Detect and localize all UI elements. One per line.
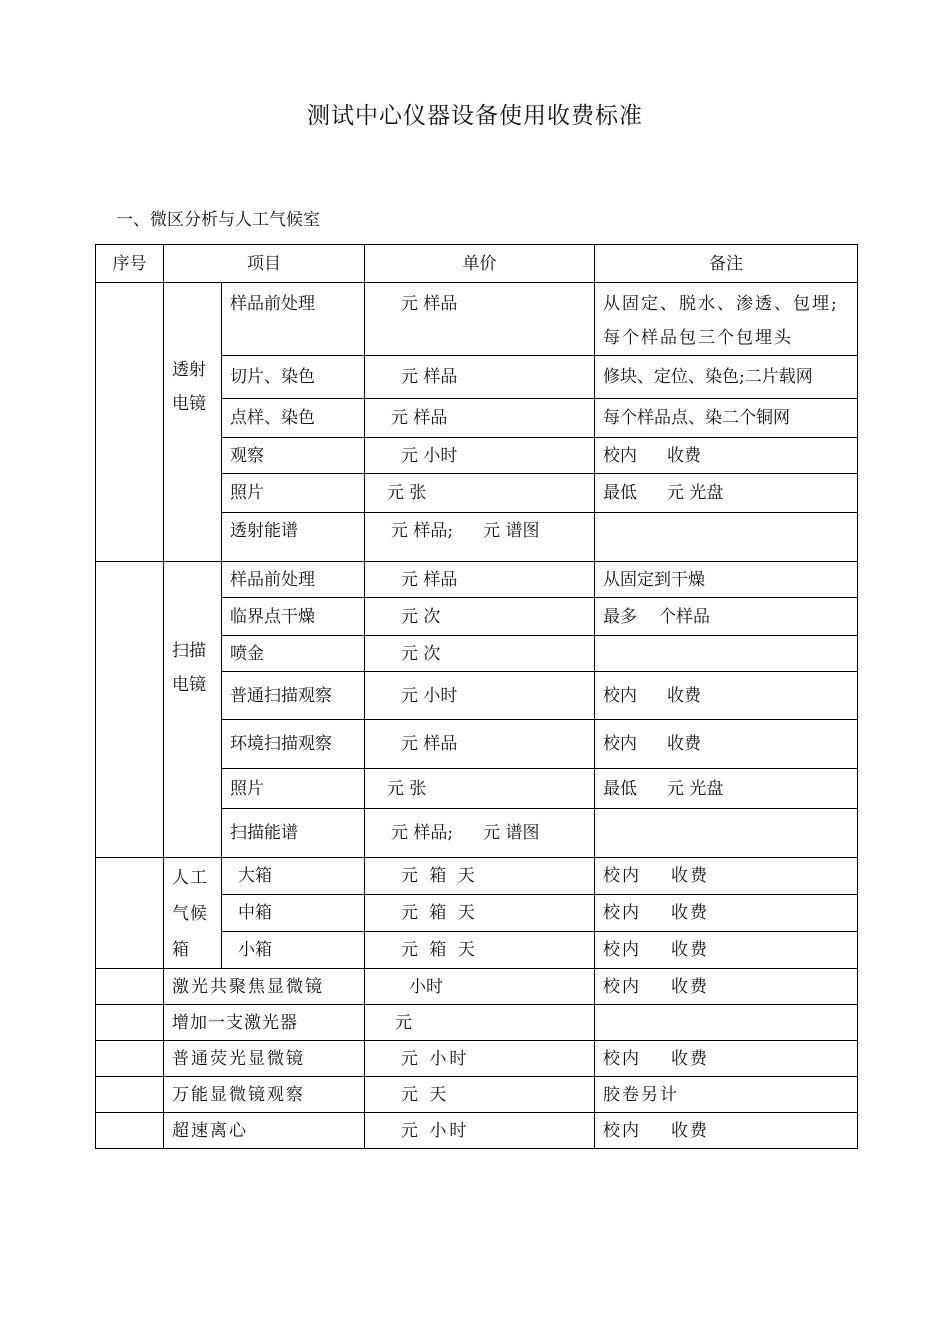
- item-cell: 喷金: [222, 636, 365, 672]
- price-cell: 元 样品; 元 谱图: [365, 513, 595, 562]
- price-cell: 元 样品: [365, 283, 595, 356]
- note-cell: [595, 636, 858, 672]
- row-number-cell: [96, 1113, 164, 1149]
- price-cell: 元 次: [365, 598, 595, 636]
- item-cell: 扫描能谱: [222, 809, 365, 858]
- item-cell: 小箱: [222, 932, 365, 969]
- header-no: 序号: [96, 245, 164, 283]
- table-row: [96, 969, 858, 1005]
- item-cell: 照片: [222, 474, 365, 513]
- row-number-cell: [96, 1077, 164, 1113]
- note-cell: 从固定到干燥: [595, 562, 858, 598]
- note-cell: 校内 收费: [595, 1041, 858, 1077]
- header-item: 项目: [164, 245, 365, 283]
- note-cell: 校内 收费: [595, 672, 858, 720]
- price-cell: 元 样品: [365, 562, 595, 598]
- row-number-cell: [96, 969, 164, 1005]
- item-cell: 中箱: [222, 895, 365, 932]
- price-cell: 元 小时: [365, 672, 595, 720]
- item-cell: 超速离心: [164, 1113, 365, 1149]
- item-cell: 环境扫描观察: [222, 720, 365, 769]
- note-cell: 校内 收费: [595, 932, 858, 969]
- note-cell: 最低 元 光盘: [595, 474, 858, 513]
- price-cell: 元 小时: [365, 1113, 595, 1149]
- note-cell: 校内 收费: [595, 858, 858, 895]
- item-cell: 切片、染色: [222, 356, 365, 399]
- page-title: 测试中心仪器设备使用收费标准: [307, 103, 643, 129]
- row-number-cell: [96, 283, 164, 562]
- note-cell: 最低 元 光盘: [595, 769, 858, 809]
- item-cell: 观察: [222, 438, 365, 474]
- price-cell: 元: [365, 1005, 595, 1041]
- price-cell: 元 箱 天: [365, 895, 595, 932]
- table-row: [96, 1077, 858, 1113]
- row-number-cell: [96, 1005, 164, 1041]
- table-row: [96, 562, 858, 598]
- row-number-cell: [96, 562, 164, 858]
- row-number-cell: [96, 858, 164, 969]
- price-cell: 元 小时: [365, 438, 595, 474]
- table-row: [96, 1041, 858, 1077]
- item-cell: 激光共聚焦显微镜: [164, 969, 365, 1005]
- note-cell: [595, 1005, 858, 1041]
- price-cell: 元 天: [365, 1077, 595, 1113]
- item-cell: 临界点干燥: [222, 598, 365, 636]
- row-number-cell: [96, 1041, 164, 1077]
- price-cell: 元 样品: [365, 399, 595, 438]
- item-cell: 样品前处理: [222, 283, 365, 356]
- item-cell: 增加一支激光器: [164, 1005, 365, 1041]
- price-cell: 元 箱 天: [365, 858, 595, 895]
- note-cell: 校内 收费: [595, 1113, 858, 1149]
- table-row: [96, 1113, 858, 1149]
- note-cell: 修块、定位、染色;二片载网: [595, 356, 858, 399]
- item-cell: 普通荧光显微镜: [164, 1041, 365, 1077]
- item-cell: 样品前处理: [222, 562, 365, 598]
- price-cell: 元 次: [365, 636, 595, 672]
- note-cell: [595, 283, 858, 356]
- note-cell: 校内 收费: [595, 438, 858, 474]
- table-header-row: [96, 245, 858, 283]
- group-label-tem: 透射电镜: [164, 283, 222, 562]
- price-cell: 元 箱 天: [365, 932, 595, 969]
- note-cell: 最多 个样品: [595, 598, 858, 636]
- section-heading: 一、微区分析与人工气候室: [116, 210, 320, 230]
- item-cell: 透射能谱: [222, 513, 365, 562]
- table-row: [96, 858, 858, 895]
- price-cell: 元 样品: [365, 720, 595, 769]
- header-price: 单价: [365, 245, 595, 283]
- item-cell: 点样、染色: [222, 399, 365, 438]
- note-cell: 校内 收费: [595, 720, 858, 769]
- price-cell: 小时: [365, 969, 595, 1005]
- note-line-2: 每个样品包三个包埋头: [603, 328, 793, 348]
- note-cell: 每个样品点、染二个铜网: [595, 399, 858, 438]
- fee-table: [95, 244, 858, 1149]
- item-cell: 万能显微镜观察: [164, 1077, 365, 1113]
- table-row: [96, 1005, 858, 1041]
- header-note: 备注: [595, 245, 858, 283]
- price-cell: 元 小时: [365, 1041, 595, 1077]
- item-cell: 大箱: [222, 858, 365, 895]
- note-cell: 胶卷另计: [595, 1077, 858, 1113]
- note-cell: [595, 809, 858, 858]
- price-cell: 元 样品: [365, 356, 595, 399]
- price-cell: 元 张: [365, 769, 595, 809]
- price-cell: 元 张: [365, 474, 595, 513]
- item-cell: 照片: [222, 769, 365, 809]
- table-row: [96, 283, 858, 356]
- note-line-1: 从固定、脱水、渗透、包埋;: [603, 294, 839, 314]
- note-cell: [595, 513, 858, 562]
- note-cell: 校内 收费: [595, 969, 858, 1005]
- group-label-sem: 扫描电镜: [164, 562, 222, 858]
- note-cell: 校内 收费: [595, 895, 858, 932]
- group-label-climate: 人工气候箱: [164, 858, 222, 969]
- item-cell: 普通扫描观察: [222, 672, 365, 720]
- price-cell: 元 样品; 元 谱图: [365, 809, 595, 858]
